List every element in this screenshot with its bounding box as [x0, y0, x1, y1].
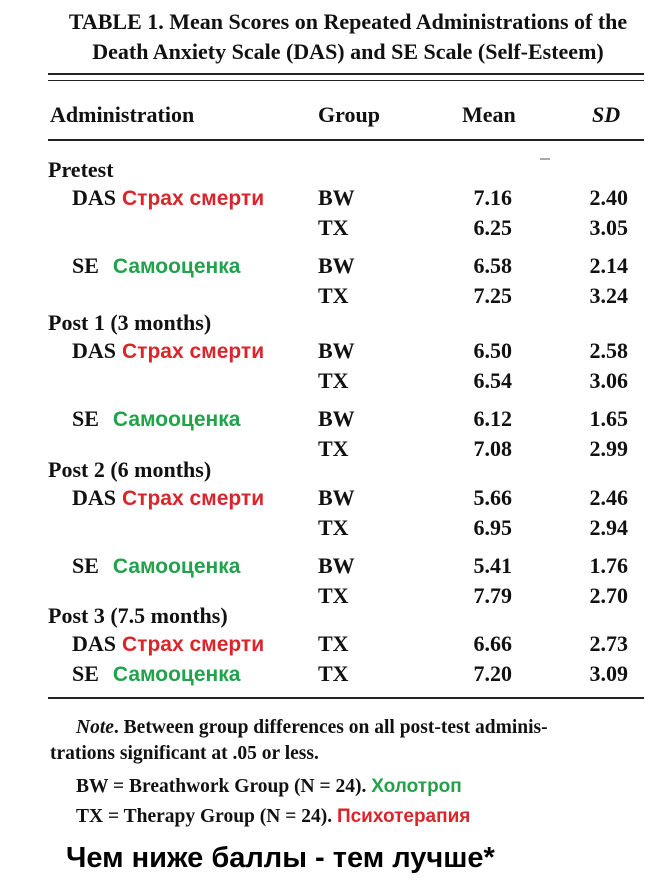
- mean-cell: 7.08: [473, 436, 512, 461]
- mean-cell: 5.41: [473, 553, 512, 578]
- table-row: [0, 659, 670, 689]
- measure-russian-label: Страх смерти: [122, 187, 265, 210]
- sd-cell: 3.24: [589, 283, 628, 308]
- section-label: Post 1 (3 months): [48, 310, 212, 335]
- table-row: [0, 629, 670, 659]
- sd-cell: 2.73: [589, 631, 628, 656]
- group-cell: TX: [318, 436, 349, 461]
- measure-name: SE: [72, 406, 99, 431]
- sd-cell: 3.05: [589, 215, 628, 240]
- mean-cell: 6.95: [473, 515, 512, 540]
- group-cell: TX: [318, 515, 349, 540]
- table-row: [0, 336, 670, 366]
- sd-cell: 2.14: [589, 253, 628, 278]
- sd-cell: 3.06: [589, 368, 628, 393]
- note-tx-russian: Психотерапия: [336, 806, 471, 827]
- note-line-2: trations significant at .05 or less.: [50, 743, 319, 764]
- note-text-1: . Between group differences on all post-test adminis-: [113, 717, 548, 738]
- header-group: Group: [318, 102, 380, 127]
- header-sd: SD: [592, 102, 621, 127]
- group-cell: BW: [318, 406, 355, 431]
- note-line-1: [76, 715, 548, 741]
- measure-russian-label: Самооценка: [112, 408, 241, 431]
- measure-russian-label: Страх смерти: [122, 633, 265, 656]
- measure-label: [72, 629, 264, 660]
- top-rule: [48, 73, 644, 75]
- mean-cell: 5.66: [473, 485, 512, 510]
- measure-russian-label: Самооценка: [112, 663, 241, 686]
- section-row: [0, 455, 670, 485]
- table-title-line-2: Death Anxiety Scale (DAS) and SE Scale (Self-Esteem): [92, 39, 604, 64]
- group-cell: TX: [318, 631, 349, 656]
- sd-cell: 2.58: [589, 338, 628, 363]
- measure-label: [72, 251, 240, 282]
- note-bw-definition: BW = Breathwork Group (N = 24).: [76, 776, 367, 797]
- measure-russian-label: Страх смерти: [122, 487, 265, 510]
- section-label: Post 3 (7.5 months): [48, 603, 228, 628]
- note-label: Note: [76, 717, 114, 738]
- table-row: [0, 183, 670, 213]
- note-tx-definition: TX = Therapy Group (N = 24).: [76, 806, 333, 827]
- table-row: [0, 551, 670, 581]
- table-row: [0, 251, 670, 281]
- measure-name: DAS: [72, 185, 117, 210]
- sd-cell: 2.99: [589, 436, 628, 461]
- footer-caption: Чем ниже баллы - тем лучше*: [66, 842, 495, 874]
- mean-cell: 6.58: [473, 253, 512, 278]
- sd-cell: 2.46: [589, 485, 628, 510]
- group-cell: TX: [318, 215, 349, 240]
- group-cell: BW: [318, 185, 355, 210]
- mean-cell: 7.16: [473, 185, 512, 210]
- sd-cell: 3.09: [589, 661, 628, 686]
- bottom-rule: [48, 697, 644, 699]
- group-cell: TX: [318, 368, 349, 393]
- table-row: [0, 483, 670, 513]
- measure-label: [72, 336, 264, 367]
- measure-name: SE: [72, 253, 99, 278]
- section-row: [0, 308, 670, 338]
- group-cell: BW: [318, 338, 355, 363]
- table-row: [0, 281, 670, 311]
- mean-cell: 6.12: [473, 406, 512, 431]
- section-label: Pretest: [48, 157, 114, 182]
- sd-cell: 2.40: [589, 185, 628, 210]
- measure-russian-label: Самооценка: [112, 255, 241, 278]
- table-row: [0, 366, 670, 396]
- measure-label: [72, 659, 240, 690]
- measure-name: DAS: [72, 485, 117, 510]
- header-administration: Administration: [50, 102, 195, 127]
- mean-cell: 6.25: [473, 215, 512, 240]
- measure-name: DAS: [72, 338, 117, 363]
- top-rule-thin: [48, 80, 644, 81]
- measure-label: [72, 183, 264, 214]
- measure-label: [72, 483, 264, 514]
- group-cell: BW: [318, 253, 355, 278]
- section-row: [0, 601, 670, 631]
- mean-cell: 6.54: [473, 368, 512, 393]
- table-row: [0, 404, 670, 434]
- note-bw-line: [76, 774, 462, 800]
- header-rule: [48, 139, 644, 141]
- sd-cell: 1.65: [589, 406, 628, 431]
- mean-cell: 7.79: [473, 583, 512, 608]
- group-cell: TX: [318, 283, 349, 308]
- measure-name: SE: [72, 661, 99, 686]
- table-row: [0, 213, 670, 243]
- measure-label: [72, 551, 240, 582]
- measure-name: SE: [72, 553, 99, 578]
- header-mean: Mean: [462, 102, 516, 127]
- measure-russian-label: Самооценка: [112, 555, 241, 578]
- group-cell: TX: [318, 583, 349, 608]
- group-cell: TX: [318, 661, 349, 686]
- table-title-line-1: TABLE 1. Mean Scores on Repeated Administrations of the: [68, 9, 628, 34]
- sd-cell: 2.94: [589, 515, 628, 540]
- sd-cell: 2.70: [589, 583, 628, 608]
- measure-name: DAS: [72, 631, 117, 656]
- note-tx-line: [76, 804, 470, 830]
- section-row: [0, 155, 670, 185]
- measure-russian-label: Страх смерти: [122, 340, 265, 363]
- note-bw-russian: Холотроп: [371, 776, 462, 797]
- measure-label: [72, 404, 240, 435]
- mean-cell: 6.66: [473, 631, 512, 656]
- mean-cell: 7.25: [473, 283, 512, 308]
- group-cell: BW: [318, 485, 355, 510]
- sd-cell: 1.76: [589, 553, 628, 578]
- section-label: Post 2 (6 months): [48, 457, 212, 482]
- mean-cell: 6.50: [473, 338, 512, 363]
- group-cell: BW: [318, 553, 355, 578]
- table-row: [0, 513, 670, 543]
- mean-cell: 7.20: [473, 661, 512, 686]
